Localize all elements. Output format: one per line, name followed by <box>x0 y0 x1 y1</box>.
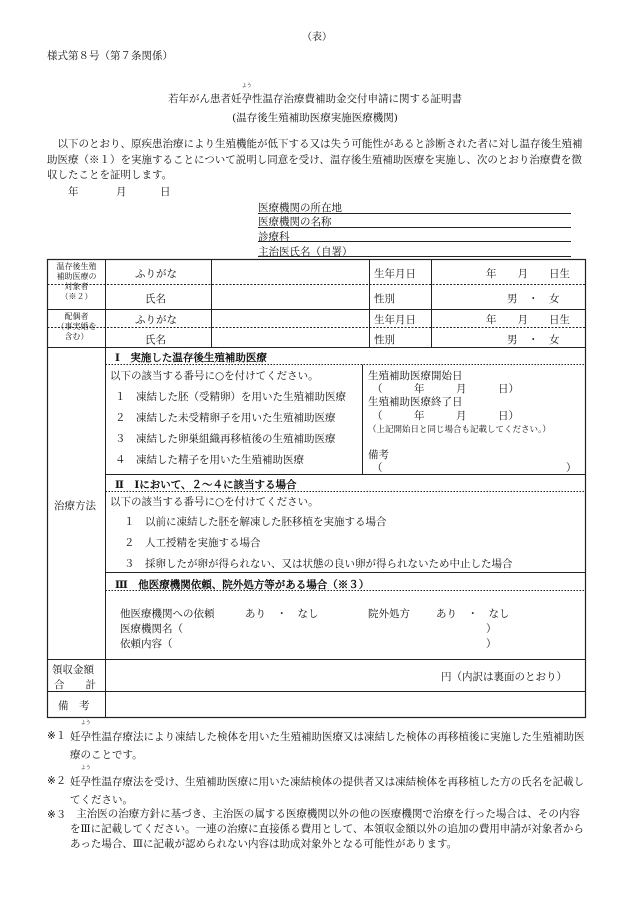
section1-item: ４ 凍結した精子を用いた生殖補助医療 <box>115 454 304 466</box>
close-paren: ） <box>486 623 497 635</box>
note-2: 妊 よう 孕性温存療法を受け、生殖補助医療に用いた凍結検体の提供者又は凍結検体を再移植した方の氏名を記載してください。 <box>70 765 585 806</box>
note-mark: ※１ <box>47 730 67 742</box>
section2-instruction: 以下の該当する番号に○を付けてください。 <box>110 496 319 508</box>
institution-name-label: 医療機関の名称 <box>258 216 332 228</box>
section1-instruction: 以下の該当する番号に○を付けてください。 <box>110 370 319 382</box>
ruby-char: よう 孕 <box>80 765 91 788</box>
referral-content-label: 依頼内容（ <box>120 638 173 650</box>
remarks-row-label: 備 考 <box>58 700 90 712</box>
form-number: 様式第８号（第７条関係） <box>47 50 173 62</box>
patient-furigana-label: ふりがな <box>135 268 177 280</box>
patient-birth-date: 年 月 日生 <box>486 268 570 280</box>
outside-rx-options: あり ・ なし <box>436 608 510 620</box>
section1-title: Ⅰ 実施した温存後生殖補助医療 <box>115 352 267 364</box>
spouse-gender-options: 男 ・ 女 <box>507 334 560 346</box>
patient-birth-label: 生年月日 <box>374 268 416 280</box>
institution-address-label: 医療機関の所在地 <box>258 202 342 214</box>
spouse-name-label: 氏名 <box>145 334 166 346</box>
outside-rx-label: 院外処方 <box>368 608 410 620</box>
note-3: 主治医の治療方針に基づき、主治医の属する医療機関以外の他の医療機関で治療を行った場合は、その内容をⅢに記載してください。一連の治療に直接係る費用として、本領収金額以外の追加の費用申請が対象者からあった場合、Ⅲに記載が認められない内容は助成対象外となる可能性があります。 <box>70 808 584 850</box>
date-day: 日 <box>160 186 171 198</box>
section1-item: ２ 凍結した未受精卵子を用いた生殖補助医療 <box>115 412 336 424</box>
section2-item: ２ 人工授精を実施する場合 <box>124 537 261 549</box>
referral-label: 他医療機関への依頼 <box>120 608 215 620</box>
intro-text: 以下のとおり、原疾患治療により生殖機能が低下する又は失う可能性があると診断された者に対し温存後生殖補助医療（※１）を実施することについて説明し同意を受け、温存後生殖補助医療を実施し、次のとおり治療費を徴収したことを証明します。 <box>47 138 583 181</box>
end-date-label: 生殖補助医療終了日 <box>368 396 463 408</box>
doctor-label: 主治医氏名（自署） <box>258 246 353 258</box>
start-date-label: 生殖補助医療開始日 <box>368 370 463 382</box>
same-day-note: （上記開始日と同じ場合も記載してください。） <box>368 425 551 435</box>
patient-gender-label: 性別 <box>374 293 395 305</box>
section2-item: ３ 採卵したが卵が得られない、又は状態の良い卵が得られないため中止した場合 <box>124 558 513 570</box>
page-side-label: （表） <box>302 32 332 43</box>
close-paren: ） <box>486 638 497 650</box>
spouse-furigana-label: ふりがな <box>135 314 177 326</box>
department-label: 診療科 <box>258 231 290 243</box>
remarks-label: 備考 <box>368 449 389 461</box>
spouse-gender-label: 性別 <box>374 334 395 346</box>
date-month: 月 <box>116 186 127 198</box>
section1-item: １ 凍結した胚（受精卵）を用いた生殖補助医療 <box>115 391 346 403</box>
patient-name-label: 氏名 <box>145 293 166 305</box>
remarks-close: ） <box>566 462 577 474</box>
referral-options: あり ・ なし <box>245 608 319 620</box>
document-title: 若年がん患者妊 よう 孕性温存治療費補助金交付申請に関する証明書 <box>168 83 462 105</box>
section2-item: １ 以前に凍結した胚を解凍した胚移植を実施する場合 <box>124 516 387 528</box>
patient-header: 温存後生殖 補助医療の 対象者 （※２） <box>56 262 97 301</box>
spouse-header: 配偶者 （事実婚を 含む） <box>56 312 97 341</box>
amount-label: 領収金額 <box>52 664 94 676</box>
end-date-field: （ 年 月 日） <box>372 410 519 422</box>
patient-gender-options: 男 ・ 女 <box>507 293 560 305</box>
start-date-field: （ 年 月 日） <box>372 383 519 395</box>
treatment-row-label: 治療方法 <box>54 500 96 512</box>
ruby-char: よう 孕 <box>241 83 252 105</box>
section2-title: Ⅱ Ⅰにおいて、２～４に該当する場合 <box>115 479 297 491</box>
ruby-char: よう 孕 <box>80 720 91 743</box>
note-mark: ※３ <box>47 809 67 821</box>
date-year: 年 <box>68 186 79 198</box>
section3-title: Ⅲ 他医療機関依頼、院外処方等がある場合（※３） <box>115 579 370 591</box>
note-1: 妊 よう 孕性温存療法により凍結した検体を用いた生殖補助医療又は凍結した検体の再移植後に実施した生殖補助医療のことです。 <box>70 720 585 761</box>
spouse-birth-date: 年 月 日生 <box>486 314 570 326</box>
remarks-open: （ <box>372 462 383 474</box>
note-mark: ※２ <box>47 775 67 787</box>
amount-value: 円（内訳は裏面のとおり） <box>441 671 567 683</box>
amount-label-total: 合 計 <box>54 679 96 691</box>
document-subtitle: (温存後生殖補助医療実施医療機関) <box>232 112 398 124</box>
spouse-birth-label: 生年月日 <box>374 314 416 326</box>
referral-institution-label: 医療機関名（ <box>120 623 183 635</box>
section1-item: ３ 凍結した卵巣組織再移植後の生殖補助医療 <box>115 433 336 445</box>
